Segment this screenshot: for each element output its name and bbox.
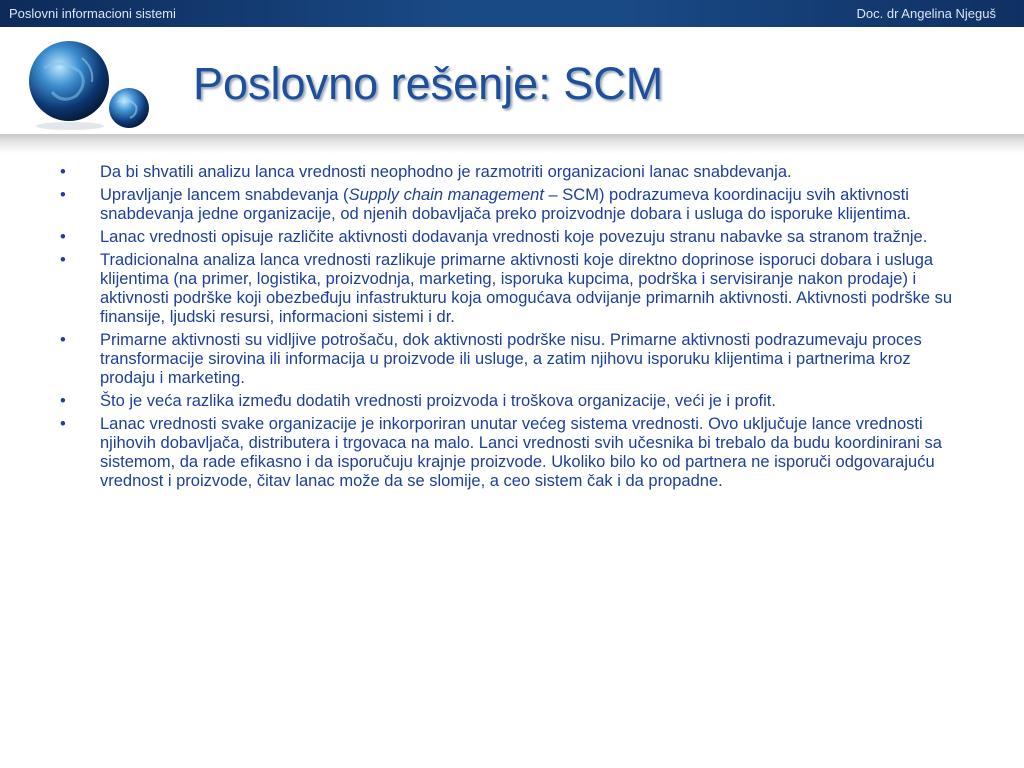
header-divider <box>0 134 1024 154</box>
bullet-text: Tradicionalna analiza lanca vrednosti razlikuje primarne aktivnosti koje direktno doprinose isporuci dobara i usluga klijentima (na primer, logistika, proizvodnja, marketing, isporuka kupcima, podrška i servisiranje nakon prodaje) i aktivnosti podrške koji obezbeđuju infastrukturu koja omogućava odvijanje primarnih aktivnosti. Aktivnosti podrške su finansije, ljudski resursi, informacioni sistemi i dr. <box>100 251 953 326</box>
bullet-item <box>60 331 966 388</box>
bullet-item <box>60 251 966 327</box>
bullet-dot: • <box>60 415 66 433</box>
bullet-item <box>60 186 966 224</box>
bullet-text: Da bi shvatili analizu lanca vrednosti neophodno je razmotriti organizacioni lanac snabdevanja. <box>100 163 792 181</box>
bullet-dot: • <box>60 228 66 246</box>
bullet-italic-term: Supply chain management <box>348 186 544 204</box>
bullet-text: Lanac vrednosti svake organizacije je inkorporiran unutar većeg sistema vrednosti. Ovo uključuje lance vrednosti njihovih dobavljača, distributera i trgovaca na malo. Lanci vrednosti svih učesnika bi trebalo da budu koordinirani sa sistemom, da rade efikasno i da isporučuju krajnje proizvode. Ukoliko bilo ko od partnera ne isporuči odgovarajuću vrednost i proizvode, čitav lanac može da se slomije, a ceo sistem čak i da propadne. <box>100 415 942 490</box>
bullet-list <box>60 163 966 495</box>
bullet-dot: • <box>60 186 66 204</box>
header-bar <box>0 0 1024 27</box>
author-name: Doc. dr Angelina Njeguš <box>856 6 996 21</box>
bullet-dot: • <box>60 331 66 349</box>
globe-logo-icon <box>22 38 157 130</box>
bullet-item <box>60 415 966 491</box>
slide-title: Poslovno rešenje: SCM <box>193 58 664 109</box>
bullet-dot: • <box>60 163 66 181</box>
bullet-text: Što je veća razlika između dodatih vrednosti proizvoda i troškova organizacije, veći je i profit. <box>100 392 776 410</box>
bullet-item <box>60 392 966 411</box>
bullet-text: Primarne aktivnosti su vidljive potrošaču, dok aktivnosti podrške nisu. Primarne aktivnosti podrazumevaju proces transformacije sirovina ili informacija u proizvode ili usluge, a zatim njihovu isporuku klijentima i partnerima kroz prodaju i marketing. <box>100 331 922 387</box>
bullet-text: Lanac vrednosti opisuje različite aktivnosti dodavanja vrednosti koje povezuju stranu nabavke sa stranom tražnje. <box>100 228 928 246</box>
bullet-item <box>60 163 966 182</box>
course-name: Poslovni informacioni sistemi <box>9 6 176 21</box>
bullet-dot: • <box>60 392 66 410</box>
bullet-text: – SCM) podrazumeva koordinaciju svih aktivnosti snabdevanja jedne organizacije, od njenih dobavljača preko proizvodnje dobara i usluga do isporuke klijentima. <box>100 186 911 223</box>
bullet-text: Upravljanje lancem snabdevanja ( <box>100 186 349 204</box>
bullet-item <box>60 228 966 247</box>
bullet-dot: • <box>60 251 66 269</box>
